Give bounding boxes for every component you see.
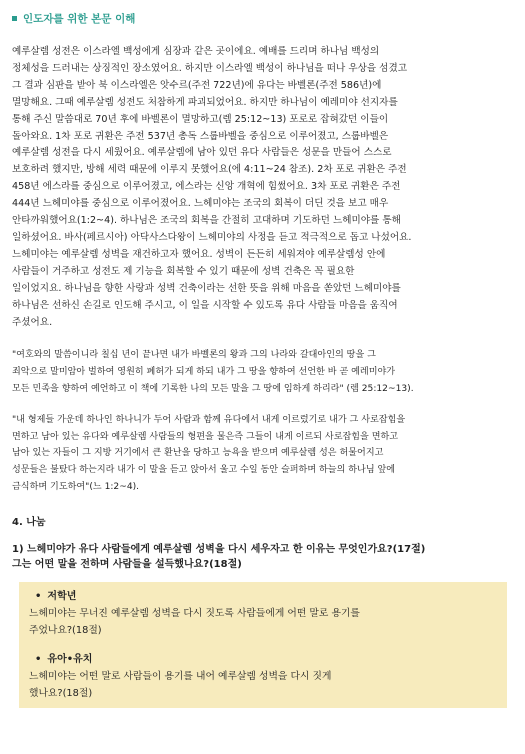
section-heading — [12, 10, 514, 26]
age-group-question-line: 했나요?(18절) — [29, 687, 93, 699]
age-group-question — [29, 668, 497, 702]
paragraph-line: 안타까워했어요(1:2~4). 하나님은 조국의 회복을 간절히 고대하며 기도하던 느헤미야를 통해 — [12, 215, 401, 227]
square-bullet-icon — [12, 16, 17, 21]
question-line: 그는 어떤 말을 전하며 사람들을 설득했나요?(18절) — [12, 559, 242, 571]
age-group-box — [19, 582, 507, 708]
age-group-title — [29, 651, 497, 668]
paragraph-line: 보호하려 했지만, 방해 세력 때문에 이루지 못했어요(에 4:11~24 참조). 2차 포로 귀환은 주전 — [12, 164, 407, 176]
paragraph-line: 주셨어요. — [12, 316, 53, 328]
section-title: 인도자를 위한 본문 이해 — [23, 12, 136, 25]
age-group-title — [29, 588, 497, 605]
age-group-label: 저학년 — [47, 590, 77, 602]
paragraph-line: 하나님은 선하신 손길로 인도해 주시고, 이 일을 시작할 수 있도록 유다 사람들 마음을 움직여 — [12, 299, 398, 311]
commentary-paragraph — [12, 44, 514, 331]
paragraph-line: 느헤미야는 예루살렘 성벽을 재건하고자 했어요. 성벽이 든든히 세워져야 예루살렘성 안에 — [12, 248, 386, 260]
age-group-question-line: 느헤미야는 어떤 말로 사람들이 용기를 내어 예루살렘 성벽을 다시 짓게 — [29, 670, 332, 682]
paragraph-line: 돌아와요. 1차 포로 귀환은 주전 537년 총독 스룹바벨을 중심으로 이루어졌고, 스룹바벨은 — [12, 130, 389, 142]
scripture-quote-nehemiah — [12, 412, 514, 496]
question-line: 1) 느헤미야가 유다 사람들에게 예루살렘 성벽을 다시 세우자고 한 이유는 무엇인가요?(17절) — [12, 543, 426, 555]
paragraph-line: 그 결과 심판을 받아 북 이스라엘은 앗수르(주전 722년)에 유다는 바벨론(주전 586년)에 — [12, 79, 382, 91]
paragraph-line: 예루살렘 성전은 이스라엘 백성에게 심장과 같은 곳이에요. 예배를 드리며 하나님 백성의 — [12, 46, 380, 57]
age-group-label: 유아•유치 — [47, 653, 93, 665]
paragraph-line: 일이었지요. 하나님을 향한 사랑과 성벽 건축이라는 선한 뜻을 위해 마음을 쏟았던 느헤미야를 — [12, 282, 401, 294]
paragraph-line: 멸망해요. 그때 예루살렘 성전도 처참하게 파괴되었어요. 하지만 하나님이 예레미야 선지자를 — [12, 96, 398, 108]
paragraph-line: 통해 주신 말씀대로 70년 후에 바벨론이 멸망하고(렘 25:12~13) 포로로 잡혀갔던 이들이 — [12, 113, 389, 125]
age-group-question-line: 느헤미야는 무너진 예루살렘 성벽을 다시 짓도록 사람들에게 어떤 말로 용기를 — [29, 607, 360, 619]
age-group-preschool — [29, 651, 497, 702]
document-page — [12, 10, 514, 708]
quote-line: "여호와의 말씀이니라 칠십 년이 끝나면 내가 바벨론의 왕과 그의 나라와 갈대아인의 땅을 그 — [12, 350, 376, 361]
quote-line: "내 형제들 가운데 하나인 하나니가 두어 사람과 함께 유다에서 내게 이르렀기로 내가 그 사로잡힘을 — [12, 414, 406, 425]
quote-line: 면하고 남아 있는 유다와 예루살렘 사람들의 형편을 물은즉 그들이 내게 이르되 사로잡힘을 면하고 — [12, 431, 399, 442]
quote-line: 모든 민족을 향하여 예언하고 이 책에 기록한 나의 모든 말을 그 땅에 임하게 하리라" (렘 25:12~13). — [12, 384, 414, 394]
age-group-question — [29, 605, 497, 639]
paragraph-line: 444년 느헤미야를 중심으로 이루어졌어요. 느헤미야는 조국의 회복이 더딘 것을 보고 매우 — [12, 198, 389, 210]
quote-line: 금식하며 기도하여"(느 1:2~4). — [12, 481, 140, 492]
discussion-question — [12, 542, 514, 573]
paragraph-line: 사람들이 거주하고 성전도 제 기능을 회복할 수 있기 때문에 성벽 건축은 꼭 필요한 — [12, 265, 355, 277]
paragraph-line: 일하셨어요. 바사(페르시아) 아닥사스다왕이 느헤미야의 사정을 듣고 적극적으로 돕고 나섰어요. — [12, 231, 412, 243]
scripture-quote-jeremiah — [12, 347, 514, 397]
quote-line: 죄악으로 말미암아 벌하여 영원히 폐허가 되게 하되 내가 그 땅을 향하여 선언한 바 곧 예레미야가 — [12, 367, 396, 378]
sharing-heading: 4. 나눔 — [12, 516, 46, 528]
paragraph-line: 정체성을 드러내는 상징적인 장소였어요. 하지만 이스라엘 백성이 하나님을 떠나 우상을 섬겼고 — [12, 62, 407, 74]
age-group-question-line: 주었나요?(18절) — [29, 624, 102, 636]
quote-line: 성문들은 불탔다 하는지라 내가 이 말을 듣고 앉아서 울고 수일 동안 슬퍼하며 하늘의 하나님 앞에 — [12, 465, 396, 476]
bullet-dot-icon: • — [35, 653, 42, 665]
age-group-lower-grades — [29, 588, 497, 639]
quote-line: 남아 있는 자들이 그 지방 거기에서 큰 환난을 당하고 능욕을 받으며 예루살렘 성은 허물어지고 — [12, 448, 384, 459]
paragraph-line: 458년 에스라를 중심으로 이루어졌고, 에스라는 신앙 개혁에 힘썼어요. 3차 포로 귀환은 주전 — [12, 181, 401, 193]
paragraph-line: 예루살렘 성전을 다시 세웠어요. 예루살렘에 남아 있던 유다 사람들은 성문을 만들어 스스로 — [12, 147, 392, 159]
bullet-dot-icon: • — [35, 590, 42, 602]
